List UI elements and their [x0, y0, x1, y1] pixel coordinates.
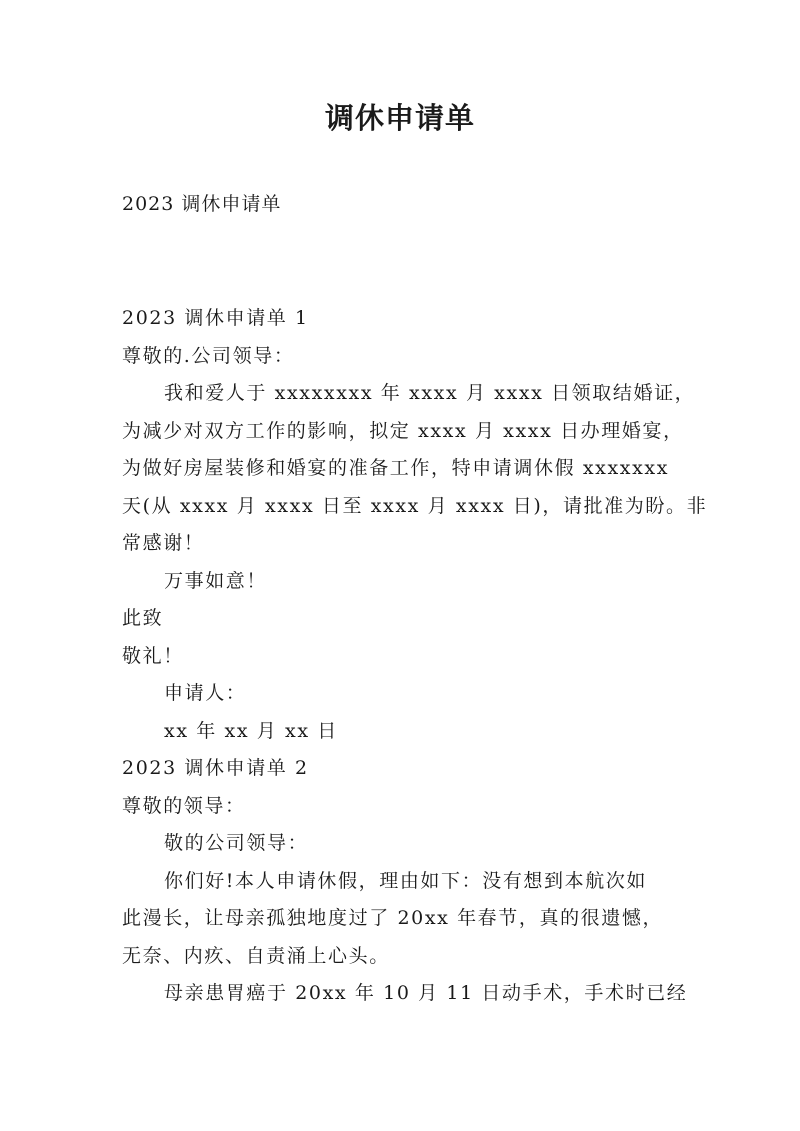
paragraph-line: 无奈、内疚、自责涌上心头。: [122, 944, 390, 967]
paragraph-line: 为做好房屋装修和婚宴的准备工作，特申请调休假 xxxxxxx: [122, 457, 670, 479]
paragraph-line: 天(从 xxxx 月 xxxx 日至 xxxx 月 xxxx 日)，请批准为盼。非: [122, 494, 708, 517]
paragraph-line: 申请人：: [164, 682, 247, 704]
paragraph-line: 此漫长，让母亲孤独地度过了 20xx 年春节，真的很遗憾，: [122, 907, 664, 929]
paragraph-line: 万事如意！: [164, 569, 268, 592]
paragraph-line: 尊敬的.公司领导：: [122, 344, 295, 367]
paragraph-line: 我和爱人于 xxxxxxxx 年 xxxx 月 xxxx 日领取结婚证，: [164, 382, 696, 404]
paragraph-line: xx 年 xx 月 xx 日: [164, 719, 338, 742]
paragraph-line: 敬礼！: [122, 644, 184, 667]
paragraph-line: 2023 调休申请单 1: [122, 307, 309, 329]
document-body: [122, 300, 708, 1013]
paragraph-line: 为减少对双方工作的影响，拟定 xxxx 月 xxxx 日办理婚宴，: [122, 419, 684, 442]
paragraph-line: 2023 调休申请单 2: [122, 757, 309, 779]
paragraph-line: 母亲患胃癌于 20xx 年 10 月 11 日动手术，手术时已经: [164, 982, 688, 1004]
paragraph-line: 此致: [122, 607, 164, 629]
document-title: 调休申请单: [324, 101, 475, 135]
paragraph-line: 敬的公司领导：: [164, 832, 309, 854]
paragraph-line: 常感谢！: [122, 532, 205, 554]
document-subtitle: 2023 调休申请单: [122, 193, 282, 215]
paragraph-line: 尊敬的领导：: [122, 794, 246, 817]
paragraph-line: 你们好!本人申请休假，理由如下：没有想到本航次如: [164, 869, 648, 892]
